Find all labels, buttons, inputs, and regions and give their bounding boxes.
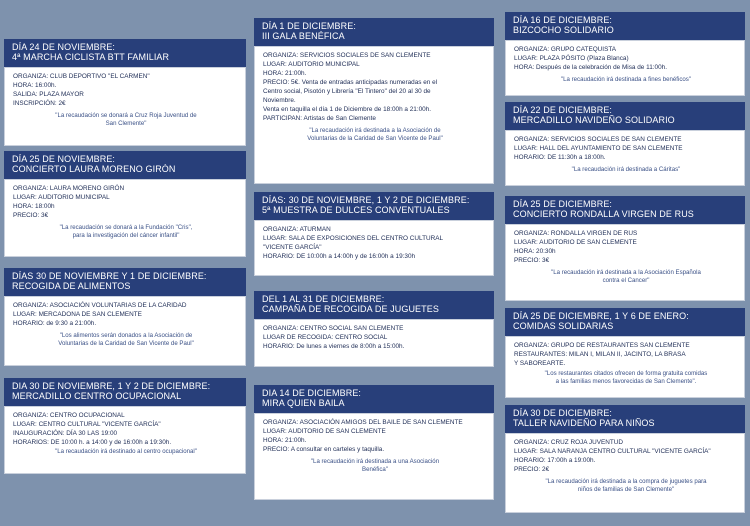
- detail-line: HORARIO: 17:00h a 19:00h.: [514, 457, 596, 464]
- event-header: [505, 308, 745, 336]
- note-line: "La recaudación irá destinada a una Asociación: [310, 458, 440, 465]
- event-title: III GALA BENÉFICA: [262, 31, 345, 41]
- event-note: [514, 166, 738, 174]
- event-card: [4, 378, 246, 474]
- event-date: DÍA 1 DE DICIEMBRE:: [262, 21, 356, 31]
- detail-line: LUGAR: AUDITORIO DE SAN CLEMENTE: [514, 239, 637, 246]
- event-title: MERCADILLO NAVIDEÑO SOLIDARIO: [513, 115, 675, 125]
- detail-line: HORA: Después de la celebración de Misa de 11:00h.: [514, 64, 667, 71]
- detail-line: Noviembre.: [263, 97, 296, 104]
- detail-line: Centro social, Pisotón y Librería "El Tintero" del 20 al 30 de: [263, 88, 431, 95]
- detail-line: HORARIO: De lunes a viernes de 8:00h a 15:00h.: [263, 343, 405, 350]
- event-details: [505, 130, 745, 186]
- detail-line: ORGANIZA: CENTRO OCUPACIONAL: [13, 412, 125, 419]
- event-details: [4, 406, 246, 474]
- event-details: [254, 46, 494, 184]
- event-date: DÍA 25 DE NOVIEMBRE:: [12, 154, 116, 164]
- detail-line: HORA: 18:00h: [13, 203, 55, 210]
- event-title: 5ª MUESTRA DE DULCES CONVENTUALES: [262, 205, 450, 215]
- detail-line: HORA: 21:00h.: [263, 70, 307, 77]
- note-line: "Los alimentos serán donados a la Asociación de: [59, 332, 193, 339]
- event-header: [4, 378, 246, 406]
- event-date: DÍA 25 DE DICIEMBRE, 1 Y 6 DE ENERO:: [513, 311, 689, 321]
- note-line: "La recaudación irá destinada a Cáritas": [571, 166, 681, 173]
- event-note: [514, 370, 738, 386]
- detail-line: PRECIO: 3€: [514, 257, 550, 264]
- detail-line: LUGAR: SALA NARANJA CENTRO CULTURAL "VICENTE GARCÍA": [514, 448, 711, 455]
- detail-line: ORGANIZA: GRUPO DE RESTAURANTES SAN CLEMENTE: [514, 342, 690, 349]
- event-title: MERCADILLO CENTRO OCUPACIONAL: [12, 391, 182, 401]
- event-details: [505, 40, 745, 96]
- event-card: [505, 12, 745, 96]
- event-card: [505, 405, 745, 513]
- note-line: "La recaudación irá destinado al centro ocupacional": [55, 448, 197, 455]
- detail-line: LUGAR: MERCADONA DE SAN CLEMENTE: [13, 311, 142, 318]
- detail-line: LUGAR: SALA DE EXPOSICIONES DEL CENTRO CULTURAL: [263, 235, 444, 242]
- event-card: [505, 102, 745, 186]
- event-date: DIA 14 DE DICIEMBRE:: [262, 388, 362, 398]
- event-date: DÍA 22 DE DICIEMBRE:: [513, 105, 613, 115]
- event-title: BIZCOCHO SOLIDARIO: [513, 25, 614, 35]
- event-title: CAMPAÑA DE RECOGIDA DE JUGUETES: [262, 304, 439, 314]
- detail-line: ORGANIZA: CLUB DEPORTIVO "EL CARMEN": [13, 73, 150, 80]
- detail-line: ORGANIZA: GRUPO CATEQUISTA: [514, 46, 617, 53]
- detail-line: ORGANIZA: CENTRO SOCIAL SAN CLEMENTE: [263, 325, 404, 332]
- event-header: [254, 192, 494, 220]
- event-card: [505, 196, 745, 301]
- event-title: RECOGIDA DE ALIMENTOS: [12, 281, 131, 291]
- event-date: DIA 30 DE NOVIEMBRE, 1 Y 2 DE DICIEMBRE:: [12, 381, 211, 391]
- detail-line: HORARIO: DE 11:30h a 18:00h.: [514, 154, 606, 161]
- event-card: [254, 291, 494, 367]
- event-date: DÍAS: 30 DE NOVIEMBRE, 1 Y 2 DE DICIEMBRE:: [262, 195, 470, 205]
- event-header: [254, 18, 494, 46]
- event-card: [254, 18, 494, 184]
- event-header: [505, 196, 745, 224]
- detail-line: HORARIO: de 9:30 a 21:00h.: [13, 320, 97, 327]
- event-note: [514, 76, 738, 84]
- note-line: para la investigación del cáncer infantil": [72, 232, 180, 239]
- detail-line: ORGANIZA: LAURA MORENO GIRÓN: [13, 185, 125, 192]
- detail-line: LUGAR: AUDITORIO MUNICIPAL: [263, 61, 360, 68]
- detail-line: HORARIO: DE 10:00h a 14:00h y de 16:00h a 19:30h: [263, 253, 416, 260]
- detail-line: "VICENTE GARCÍA": [263, 244, 322, 251]
- event-details: [505, 336, 745, 398]
- event-header: [254, 291, 494, 319]
- event-details: [254, 413, 494, 500]
- event-note: [13, 448, 239, 456]
- event-title: 4ª MARCHA CICLISTA BTT FAMILIAR: [12, 52, 170, 62]
- event-details: [4, 67, 246, 146]
- event-header: [4, 151, 246, 179]
- detail-line: ORGANIZA: CRUZ ROJA JUVENTUD: [514, 439, 624, 446]
- event-details: [505, 433, 745, 513]
- event-note: [13, 224, 239, 240]
- note-line: San Clemente": [105, 120, 147, 127]
- detail-line: LUGAR: HALL DEL AYUNTAMIENTO DE SAN CLEMENTE: [514, 145, 683, 152]
- event-header: [505, 12, 745, 40]
- event-card: [254, 385, 494, 500]
- detail-line: HORARIOS: DE 10:00 h. a 14:00 y de 16:00h a 19:30h.: [13, 439, 172, 446]
- note-line: "La recaudación irá destinada a la compra de juguetes para: [545, 478, 707, 485]
- detail-line: PRECIO: 2€: [514, 466, 550, 473]
- event-date: DÍA 30 DE DICIEMBRE:: [513, 408, 613, 418]
- event-note: [263, 458, 487, 474]
- note-line: a las familias menos favorecidas de San Clemente".: [555, 378, 697, 385]
- note-line: "La recaudación irá destinada a la Asociación de: [309, 127, 441, 134]
- detail-line: INSCRIPCIÓN: 2€: [13, 100, 66, 107]
- event-header: [254, 385, 494, 413]
- event-title: CONCIERTO RONDALLA VIRGEN DE RUS: [513, 209, 694, 219]
- detail-line: RESTAURANTES: MILAN I, MILAN II, JACINTO, LA BRASA: [514, 351, 686, 358]
- note-line: "La recaudación irá destinada a fines benéficos": [560, 76, 691, 83]
- note-line: Voluntarias de la Caridad de San Vicente de Paul": [58, 340, 194, 347]
- event-details: [4, 296, 246, 366]
- detail-line: ORGANIZA: ATURMAN: [263, 226, 331, 233]
- event-details: [505, 224, 745, 301]
- detail-line: HORA: 21:00h.: [263, 437, 307, 444]
- detail-line: INAUGURACIÓN: DÍA 30 LAS 19:00: [13, 430, 118, 437]
- event-note: [13, 112, 239, 128]
- event-header: [505, 102, 745, 130]
- event-title: COMIDAS SOLIDARIAS: [513, 321, 614, 331]
- event-note: [263, 127, 487, 143]
- detail-line: LUGAR: CENTRO CULTURAL "VICENTE GARCÍA": [13, 421, 161, 428]
- event-date: DEL 1 AL 31 DE DICIEMBRE:: [262, 294, 385, 304]
- note-line: Benéfica": [362, 466, 388, 473]
- detail-line: PRECIO: 3€: [13, 212, 49, 219]
- event-header: [4, 39, 246, 67]
- note-line: contra el Cancer": [602, 277, 650, 284]
- detail-line: PARTICIPAN: Artistas de San Clemente: [263, 115, 376, 122]
- event-card: [4, 268, 246, 366]
- detail-line: ORGANIZA: ASOCIACIÓN AMIGOS DEL BAILE DE SAN CLEMENTE: [263, 419, 463, 426]
- detail-line: LUGAR: PLAZA PÓSITO (Plaza Blanca): [514, 55, 629, 62]
- detail-line: Y SABOREARTE.: [514, 360, 566, 367]
- detail-line: Venta en taquilla el día 1 de Diciembre de 18:00h a 21:00h.: [263, 106, 432, 113]
- note-line: "La recaudación irá destinada a la Asociación Española: [551, 269, 701, 276]
- event-date: DÍA 24 DE NOVIEMBRE:: [12, 42, 116, 52]
- event-details: [4, 179, 246, 257]
- detail-line: ORGANIZA: RONDALLA VIRGEN DE RUS: [514, 230, 638, 237]
- event-card: [505, 308, 745, 398]
- note-line: "La recaudación se donará a Cruz Roja Juventud de: [55, 112, 197, 119]
- detail-line: ORGANIZA: SERVICIOS SOCIALES DE SAN CLEMENTE: [514, 136, 682, 143]
- detail-line: PRECIO: A consultar en carteles y taquilla.: [263, 446, 385, 453]
- event-note: [514, 269, 738, 285]
- event-title: TALLER NAVIDEÑO PARA NIÑOS: [513, 418, 655, 428]
- detail-line: LUGAR DE RECOGIDA: CENTRO SOCIAL: [263, 334, 388, 341]
- event-title: MIRA QUIEN BAILA: [262, 398, 345, 408]
- detail-line: SALIDA: PLAZA MAYOR: [13, 91, 84, 98]
- detail-line: HORA: 20:30h: [514, 248, 556, 255]
- event-date: DÍAS 30 DE NOVIEMBRE Y 1 DE DICIEMBRE:: [12, 271, 207, 281]
- note-line: Voluntarias de la Caridad de San Vicente de Paul": [307, 135, 443, 142]
- detail-line: LUGAR: AUDITORIO DE SAN CLEMENTE: [263, 428, 386, 435]
- detail-line: ORGANIZA: SERVICIOS SOCIALES DE SAN CLEMENTE: [263, 52, 431, 59]
- event-title: CONCIERTO LAURA MORENO GIRÓN: [12, 164, 176, 174]
- event-header: [505, 405, 745, 433]
- detail-line: LUGAR: AUDITORIO MUNICIPAL: [13, 194, 110, 201]
- detail-line: HORA: 16:00h.: [13, 82, 57, 89]
- event-header: [4, 268, 246, 296]
- note-line: "La recaudación se donará a la Fundación "Cris",: [59, 224, 193, 231]
- event-card: [254, 192, 494, 276]
- note-line: "Los restaurantes citados ofrecen de forma gratuita comidas: [544, 370, 708, 377]
- event-note: [514, 478, 738, 494]
- detail-line: PRECIO: 5€. Venta de entradas anticipadas numeradas en el: [263, 79, 438, 86]
- detail-line: ORGANIZA: ASOCIACIÓN VOLUNTARIAS DE LA CARIDAD: [13, 302, 187, 309]
- event-details: [254, 220, 494, 276]
- event-card: [4, 39, 246, 146]
- event-note: [13, 332, 239, 348]
- event-card: [4, 151, 246, 257]
- event-details: [254, 319, 494, 367]
- note-line: niños de familias de San Clemente": [577, 486, 675, 493]
- event-date: DÍA 16 DE DICIEMBRE:: [513, 15, 613, 25]
- event-date: DÍA 25 DE DICIEMBRE:: [513, 199, 613, 209]
